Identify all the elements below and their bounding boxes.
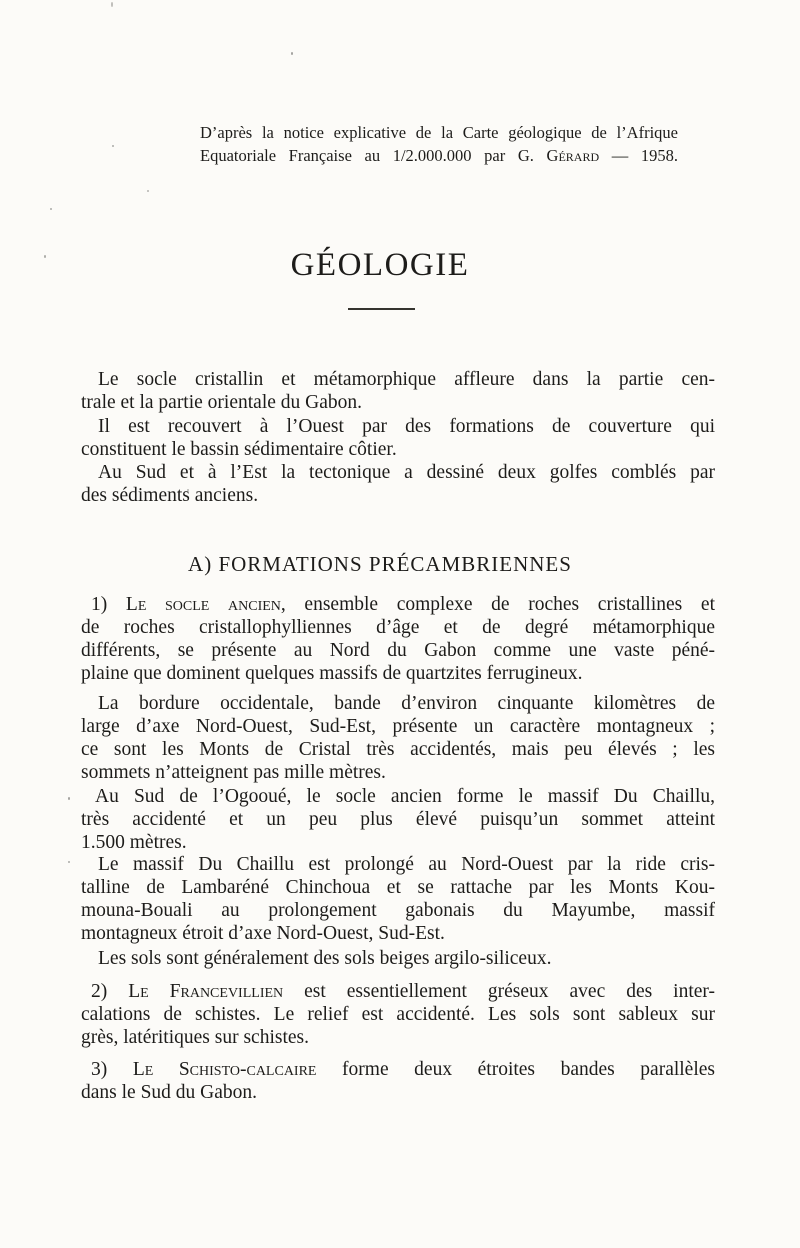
paragraph-sols-beiges <box>81 947 715 970</box>
text-segment: des sédiments anciens. <box>81 485 259 506</box>
page-title-text: GÉOLOGIE <box>290 247 470 283</box>
text-line <box>81 808 715 831</box>
text-segment: calations de schistes. Le relief est accidenté. Les sols sont sableux sur <box>81 1004 715 1025</box>
scan-speckle <box>112 145 114 147</box>
text-line <box>81 761 715 784</box>
text-line <box>81 415 715 438</box>
text-segment: est essentiellement gréseux avec des inter- <box>283 981 715 1002</box>
text-segment: grès, latéritiques sur schistes. <box>81 1027 309 1048</box>
text-segment: 2) <box>91 981 129 1002</box>
text-line <box>81 692 715 715</box>
page-title <box>63 246 697 284</box>
scan-speckle <box>44 255 46 258</box>
text-segment: différents, se présente au Nord du Gabon comme une vaste péné- <box>81 640 715 661</box>
text-line <box>81 368 715 391</box>
text-line <box>81 1026 715 1049</box>
text-line <box>81 484 715 507</box>
text-segment: de roches cristallophylliennes d’âge et de degré métamorphique <box>81 617 715 638</box>
text-line <box>81 1003 715 1026</box>
text-segment: Les sols sont généralement des sols beiges argilo-siliceux. <box>98 948 552 969</box>
text-segment: montagneux étroit d’axe Nord-Ouest, Sud-Est. <box>81 923 445 944</box>
scan-speckle <box>68 797 70 800</box>
text-segment: Equatoriale Française au 1/2.000.000 par G. <box>200 146 547 165</box>
text-segment: talline de Lambaréné Chinchoua et se rattache par les Monts Kou- <box>81 877 715 898</box>
scan-speckle <box>50 208 52 210</box>
text-segment: mouna-Bouali au prolongement gabonais du Mayumbe, massif <box>81 900 715 921</box>
scan-speckle <box>187 489 189 491</box>
text-segment: trale et la partie orientale du Gabon. <box>81 392 362 413</box>
source-note <box>200 121 678 167</box>
text-segment: 1) <box>91 594 126 615</box>
text-line <box>81 391 715 414</box>
paragraph-chaillu-prolonge <box>81 853 715 945</box>
text-line <box>81 1058 715 1081</box>
text-line <box>81 785 715 808</box>
text-segment: très accidenté et un peu plus élevé puisqu’un sommet atteint <box>81 809 715 830</box>
text-segment: La bordure occidentale, bande d’environ cinquante kilomètres de <box>98 693 715 714</box>
text-segment: 3) <box>91 1059 133 1080</box>
text-line <box>81 738 715 761</box>
small-caps-text: Le socle ancien <box>125 594 281 615</box>
title-divider <box>348 308 415 310</box>
text-segment: — 1958. <box>599 146 678 165</box>
numbered-paragraph-francevillien <box>81 980 715 1049</box>
text-segment: large d’axe Nord-Ouest, Sud-Est, présente un caractère montagneux ; <box>81 716 715 737</box>
paragraph-recouvert-ouest <box>81 415 715 461</box>
scan-speckle <box>291 52 293 55</box>
text-line <box>81 922 715 945</box>
text-segment: Le socle cristallin et métamorphique affleure dans la partie cen- <box>98 369 715 390</box>
small-caps-text: Le Schisto-calcaire <box>132 1059 317 1080</box>
text-segment: constituent le bassin sédimentaire côtier. <box>81 439 397 460</box>
scan-speckle <box>147 190 149 192</box>
text-line <box>81 947 715 970</box>
small-caps-text: Gérard <box>546 146 600 165</box>
text-line <box>81 1081 715 1104</box>
text-segment: D’après la notice explicative de la Carte géologique de l’Afrique <box>200 123 678 142</box>
paragraph-ogooue-chaillu <box>81 785 715 854</box>
section-heading-precambriennes: A) FORMATIONS PRÉCAMBRIENNES <box>188 552 572 576</box>
numbered-paragraph-schisto-calcaire <box>81 1058 715 1104</box>
text-segment: Au Sud et à l’Est la tectonique a dessiné deux golfes comblés par <box>98 462 715 483</box>
text-segment: forme deux étroites bandes parallèles <box>316 1059 716 1080</box>
scan-speckle <box>711 904 713 908</box>
small-caps-text: Le Francevillien <box>128 981 284 1002</box>
text-segment: , ensemble complexe de roches cristallines et <box>280 594 715 615</box>
text-line <box>81 593 715 616</box>
text-segment: ce sont les Monts de Cristal très accidentés, mais peu élevés ; les <box>81 739 715 760</box>
text-segment: Il est recouvert à l’Ouest par des formations de couverture qui <box>98 416 715 437</box>
text-line <box>81 461 715 484</box>
scan-speckle <box>111 2 113 7</box>
text-segment: Au Sud de l’Ogooué, le socle ancien forme le massif Du Chaillu, <box>95 786 715 807</box>
text-line <box>81 616 715 639</box>
text-line <box>81 853 715 876</box>
scan-speckle <box>68 861 70 863</box>
text-line <box>81 438 715 461</box>
paragraph-socle-affleure <box>81 368 715 414</box>
text-line <box>81 639 715 662</box>
text-line <box>81 876 715 899</box>
text-segment: Le massif Du Chaillu est prolongé au Nord-Ouest par la ride cris- <box>98 854 715 875</box>
text-segment: 1.500 mètres. <box>81 832 187 853</box>
text-line <box>81 715 715 738</box>
text-line <box>81 662 715 685</box>
numbered-paragraph-socle-ancien <box>81 593 715 685</box>
text-line <box>81 899 715 922</box>
text-line <box>200 121 678 144</box>
text-line <box>81 980 715 1003</box>
paragraph-bordure-occidentale <box>81 692 715 784</box>
text-line <box>200 144 678 167</box>
text-segment: sommets n’atteignent pas mille mètres. <box>81 762 386 783</box>
text-line <box>81 831 715 854</box>
text-segment: plaine que dominent quelques massifs de quartzites ferrugineux. <box>81 663 583 684</box>
text-segment: dans le Sud du Gabon. <box>81 1082 258 1103</box>
paragraph-tectonique-golfes <box>81 461 715 507</box>
